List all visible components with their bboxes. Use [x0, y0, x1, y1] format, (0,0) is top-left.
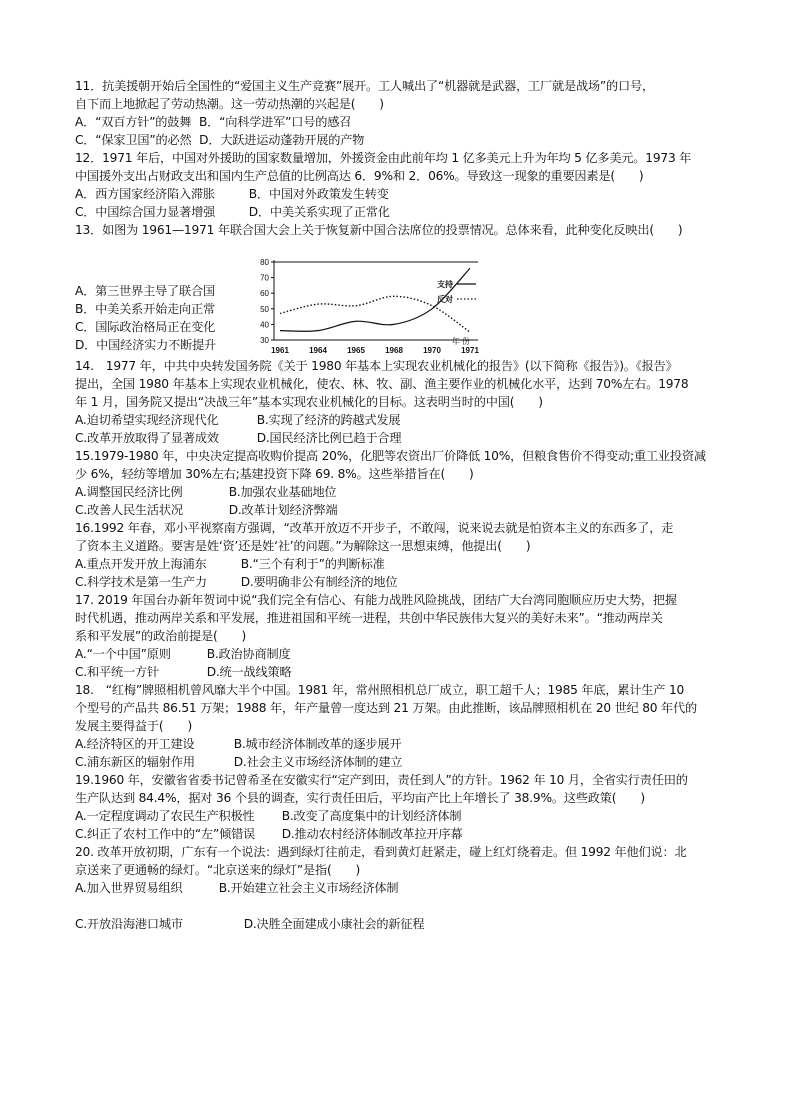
q18-stem-line-2: 个型号的产品共 86.51 万架；1988 年，年产量曾一度达到 21 万架。由此推断，该品牌照相机在 20 世纪 80 年代的 — [75, 701, 697, 715]
q15-option-b[interactable]: B.加强农业基础地位 — [228, 485, 337, 499]
q12-option-a[interactable]: A．西方国家经济陷入滞胀 — [75, 187, 215, 201]
q18-option-d[interactable]: D.社会主义市场经济体制的建立 — [233, 755, 403, 769]
y-tick-label: 50 — [260, 304, 269, 314]
q19-options-row-2 — [75, 826, 462, 843]
q19-options-row-1 — [75, 808, 461, 825]
q16-options-row-1 — [75, 556, 385, 573]
q11-option-a[interactable]: A．“双百方针”的鼓舞 — [75, 115, 192, 129]
q17-options-row-2 — [75, 664, 291, 681]
q18-options-row-2 — [75, 754, 402, 771]
q17-stem-line-1: 17. 2019 年国台办新年贺词中说“我们完全有信心、有能力战胜风险挑战，团结广大台湾同胞顺应历史大势，把握 — [75, 593, 677, 607]
y-tick-label: 40 — [260, 320, 269, 330]
q18-options-row-1 — [75, 736, 401, 753]
x-tick-label: 1964 — [309, 346, 327, 355]
y-tick-label: 60 — [260, 289, 269, 299]
q12-stem-line-2: 中国援外支出占财政支出和国内生产总值的比例高达 6．9%和 2．06%。导致这一现象的重要因素是( ) — [75, 169, 644, 183]
q16-option-c[interactable]: C.科学技术是第一生产力 — [75, 575, 207, 589]
x-axis-label: 年 份 — [451, 337, 470, 346]
q14-options-row-2 — [75, 430, 401, 447]
q17-option-c[interactable]: C.和平统一方针 — [75, 665, 159, 679]
q14-stem-line-3: 年 1 月，国务院又提出“决战三年”基本实现农业机械化的目标。这表明当时的中国( ) — [75, 395, 543, 409]
legend-label-oppose: 反对 — [437, 295, 453, 304]
q20-stem-line-2: 京送来了更通畅的绿灯。“北京送来的绿灯”是指( ) — [75, 863, 361, 877]
q12-options-row-2 — [75, 204, 390, 221]
q18-stem-line-1: 18. “红梅”牌照相机曾风靡大半个中国。1981 年，常州照相机总厂成立，职工超千人；1985 年底，累计生产 10 — [75, 683, 685, 697]
q16-options-row-2 — [75, 574, 397, 591]
q16-option-a[interactable]: A.重点开发开放上海浦东 — [75, 557, 207, 571]
q16-option-d[interactable]: D.要明确非公有制经济的地位 — [240, 575, 398, 589]
x-tick-label: 1965 — [347, 346, 365, 355]
q20-option-d[interactable]: D.决胜全面建成小康社会的新征程 — [243, 917, 425, 931]
q12-option-d[interactable]: D．中美关系实现了正常化 — [248, 205, 390, 219]
q16-option-b[interactable]: B.“三个有利于”的判断标准 — [240, 557, 385, 571]
x-tick-label: 1961 — [271, 346, 289, 355]
q20-options-row-1 — [75, 880, 398, 897]
q19-stem-line-2: 生产队达到 84.4%，据对 36 个县的调查，实行责任田后，平均亩产比上年增长了 38.9%。这些政策( ) — [75, 791, 645, 805]
q18-option-b[interactable]: B.城市经济体制改革的逐步展开 — [233, 737, 402, 751]
q18-option-a[interactable]: A.经济特区的开工建设 — [75, 737, 195, 751]
q19-option-d[interactable]: D.推动农村经济体制改革拉开序幕 — [281, 827, 463, 841]
q13-option-c[interactable]: C．国际政治格局正在变化 — [75, 320, 216, 334]
q16-stem-line-2: 了资本主义道路。要害是姓‘资’还是姓‘社’的问题。”为解除这一思想束缚，他提出( ) — [75, 539, 531, 553]
q14-option-a[interactable]: A.迫切希望实现经济现代化 — [75, 413, 219, 427]
q15-option-a[interactable]: A.调整国民经济比例 — [75, 485, 183, 499]
q13-option-a[interactable]: A．第三世界主导了联合国 — [75, 284, 215, 298]
q17-option-b[interactable]: B.政治协商制度 — [206, 647, 291, 661]
q11-option-b[interactable]: B．“向科学进军”口号的感召 — [198, 115, 352, 129]
y-tick-label: 80 — [260, 258, 269, 267]
q11-options-row-1 — [75, 114, 351, 131]
legend-label-support: 支持 — [437, 280, 453, 289]
q20-options-row-2 — [75, 916, 424, 933]
q20-option-b[interactable]: B.开始建立社会主义市场经济体制 — [218, 881, 399, 895]
q18-option-c[interactable]: C.浦东新区的辐射作用 — [75, 755, 195, 769]
q19-stem-line-1: 19.1960 年，安徽省省委书记曾希圣在安徽实行“定产到田，责任到人”的方针。1962 年 10 月，全省实行责任田的 — [75, 773, 688, 787]
q12-stem-line-1: 12．1971 年后，中国对外援助的国家数量增加，外援资金由此前年均 1 亿多美元上升为年均 5 亿多美元。1973 年 — [75, 151, 692, 165]
chart-y-ticks — [260, 258, 274, 345]
q17-stem-line-3: 系和平发展”的政治前提是( ) — [75, 629, 247, 643]
q14-option-c[interactable]: C.改革开放取得了显著成效 — [75, 431, 219, 445]
q11-stem-line-2: 自下而上地掀起了劳动热潮。这一劳动热潮的兴起是( ) — [75, 97, 384, 111]
q14-option-b[interactable]: B.实现了经济的跨越式发展 — [256, 413, 401, 427]
y-tick-label: 30 — [260, 336, 269, 345]
q11-option-d[interactable]: D．大跃进运动蓬勃开展的产物 — [199, 133, 365, 147]
q14-stem-line-2: 提出，全国 1980 年基本上实现农业机械化，使农、林、牧、副、渔主要作业的机械化水平，达到 70%左右。1978 — [75, 377, 689, 391]
q19-option-c[interactable]: C.纠正了农村工作中的“左”倾错误 — [75, 827, 256, 841]
un-vote-line-chart — [250, 252, 490, 358]
q15-stem-line-1: 15.1979-1980 年，中央决定提高收购价提高 20%，化肥等农资出厂价降低 10%，但粮食售价不得变动;重工业投资减 — [75, 449, 706, 463]
q11-option-c[interactable]: C．“保家卫国”的必然 — [75, 133, 192, 147]
q14-option-d[interactable]: D.国民经济比例已趋于合理 — [256, 431, 402, 445]
q15-option-c[interactable]: C.改善人民生活状况 — [75, 503, 183, 517]
q14-stem-line-1: 14. 1977 年，中共中央转发国务院《关于 1980 年基本上实现农业机械化的报告》(以下简称《报告》)。《报告》 — [75, 359, 678, 373]
chart-x-ticks — [271, 336, 479, 355]
q17-stem-line-2: 时代机遇，推动两岸关系和平发展，推进祖国和平统一进程，共创中华民族伟大复兴的美好未来”。“推动两岸关 — [75, 611, 663, 625]
q13-stem-line-1: 13．如图为 1961—1971 年联合国大会上关于恢复新中国合法席位的投票情况。总体来看，此种变化反映出( ) — [75, 223, 683, 237]
q19-option-a[interactable]: A.一定程度调动了农民生产积极性 — [75, 809, 255, 823]
x-tick-label: 1971 — [461, 346, 479, 355]
q16-stem-line-1: 16.1992 年春，邓小平视察南方强调，“改革开放迈不开步子，不敢闯，说来说去就是怕资本主义的东西多了，走 — [75, 521, 674, 535]
q11-stem-line-1: 11．抗美援朝开始后全国性的“爱国主义生产竞赛”展开。工人喊出了“机器就是武器，工厂就是战场”的口号， — [75, 79, 655, 93]
q20-option-c[interactable]: C.开放沿海港口城市 — [75, 917, 183, 931]
q18-stem-line-3: 发展主要得益于( ) — [75, 719, 192, 733]
q20-stem-line-1: 20. 改革开放初期，广东有一个说法：遇到绿灯往前走，看到黄灯赶紧走，碰上红灯绕着走。但 1992 年他们说：北 — [75, 845, 687, 859]
x-tick-label: 1970 — [423, 346, 441, 355]
q20-option-a[interactable]: A.加入世界贸易组织 — [75, 881, 183, 895]
q17-option-d[interactable]: D.统一战线策略 — [206, 665, 292, 679]
q15-options-row-2 — [75, 502, 337, 519]
q14-options-row-1 — [75, 412, 400, 429]
q11-options-row-2 — [75, 132, 364, 149]
q19-option-b[interactable]: B.改变了高度集中的计划经济体制 — [281, 809, 462, 823]
q13-option-b[interactable]: B．中美关系开始走向正常 — [75, 302, 216, 316]
q17-options-row-1 — [75, 646, 290, 663]
q12-options-row-1 — [75, 186, 389, 203]
x-tick-label: 1968 — [385, 346, 403, 355]
q17-option-a[interactable]: A.“一个中国”原则 — [75, 647, 171, 661]
q12-option-c[interactable]: C．中国综合国力显著增强 — [75, 205, 216, 219]
q15-option-d[interactable]: D.改革计划经济弊端 — [228, 503, 338, 517]
q13-option-d[interactable]: D．中国经济实力不断提升 — [75, 338, 217, 352]
y-tick-label: 70 — [260, 273, 269, 283]
chart-legend — [437, 279, 476, 304]
q15-stem-line-2: 少 6%，轻纺等增加 30%左右;基建投资下降 69. 8%。这些举措旨在( ) — [75, 467, 474, 481]
q15-options-row-1 — [75, 484, 336, 501]
q12-option-b[interactable]: B．中国对外政策发生转变 — [248, 187, 389, 201]
